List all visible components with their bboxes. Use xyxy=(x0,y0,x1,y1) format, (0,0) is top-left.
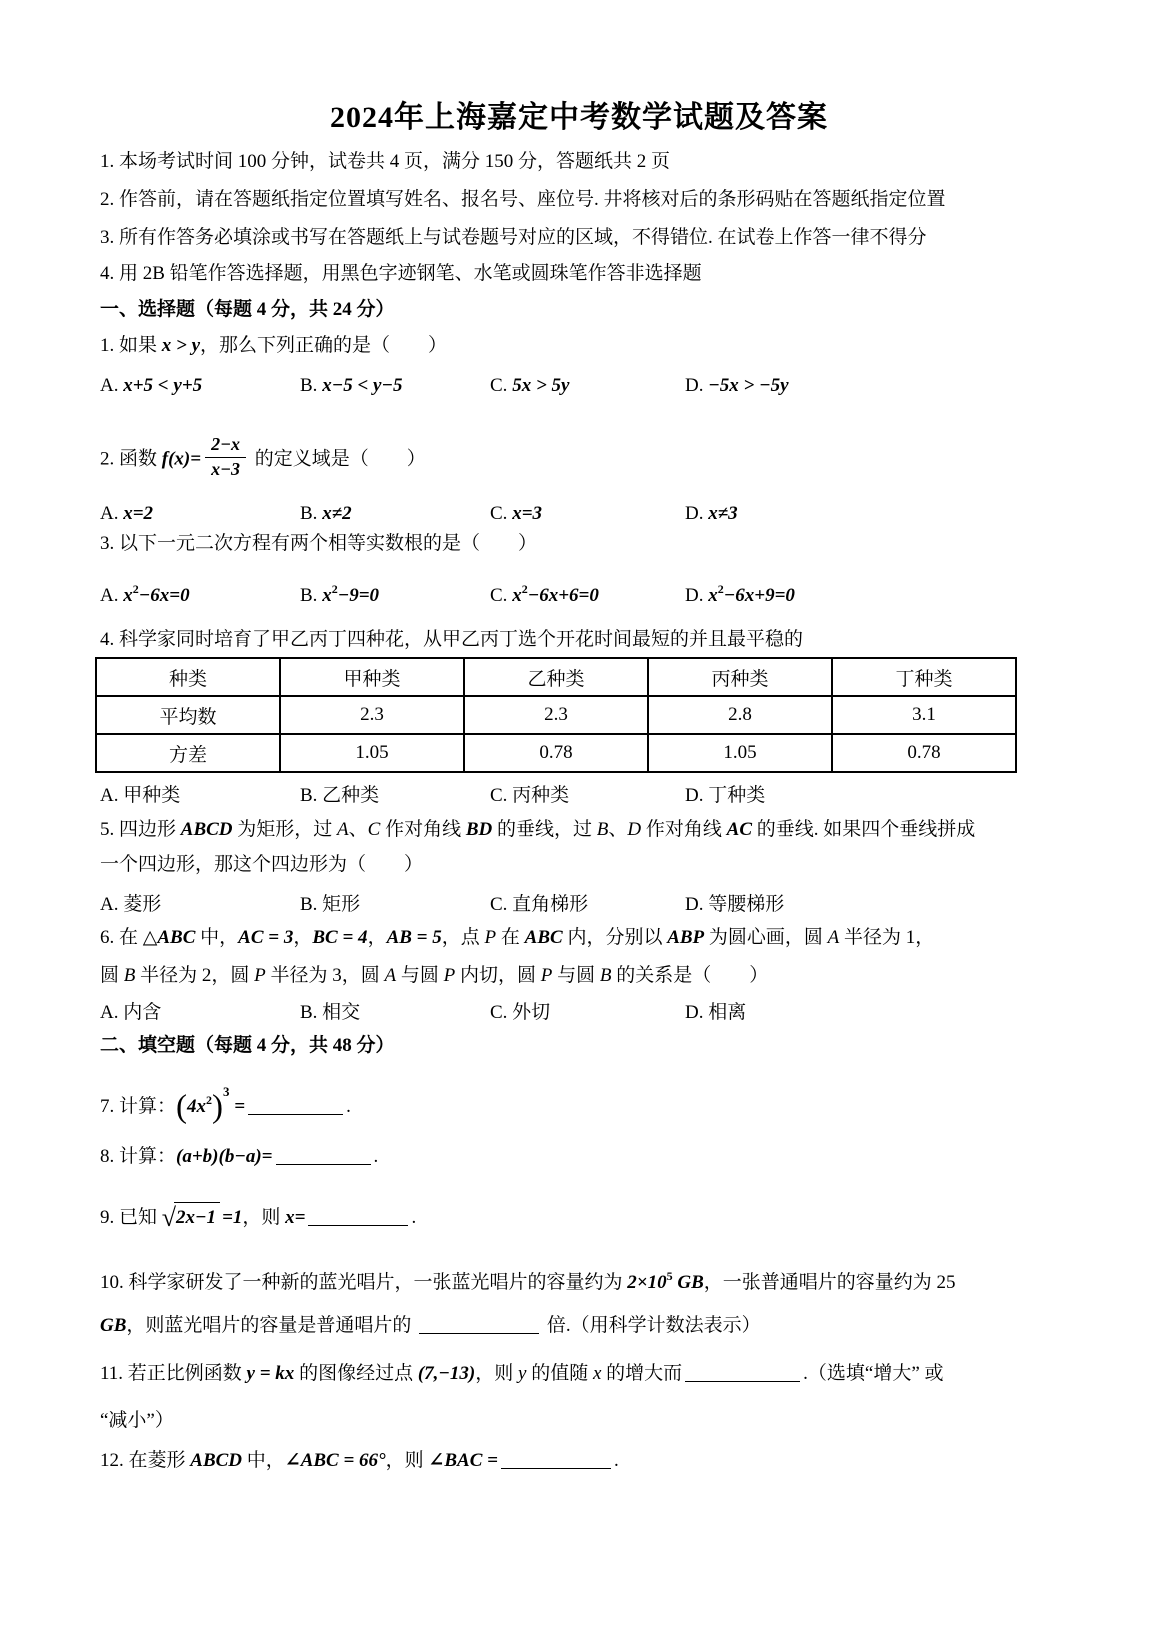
table-header-cell: 种类 xyxy=(96,658,280,696)
superscript: 2 xyxy=(132,582,139,596)
math-variable: y xyxy=(518,1363,527,1384)
option-2-d xyxy=(685,500,738,527)
option-4-a xyxy=(100,782,180,809)
text-run: 8. 计算： xyxy=(100,1146,177,1167)
text-run: D. 相离 xyxy=(685,1002,747,1023)
text-run: 2. 作答前，请在答题纸指定位置填写姓名、报名号、座位号. 井将核对后的条形码贴在答题纸指定位置 xyxy=(100,189,946,210)
question-8-stem xyxy=(100,1143,378,1170)
math-run: −6x+9=0 xyxy=(723,585,795,606)
question-3-stem xyxy=(100,530,537,557)
text-run: “减小”） xyxy=(100,1410,174,1431)
question-2-stem xyxy=(100,434,426,483)
text-run: C. xyxy=(490,375,513,396)
answer-blank-line xyxy=(501,1453,611,1469)
option-5-a xyxy=(100,891,161,918)
question-1-stem xyxy=(100,332,447,359)
text-run: C. 丙种类 xyxy=(490,785,570,806)
text-run: 的垂线，过 xyxy=(492,819,597,840)
text-run: 作对角线 xyxy=(641,819,727,840)
big-paren: ( xyxy=(176,1089,188,1125)
text-run: . xyxy=(373,1146,379,1167)
text-run: B. xyxy=(300,585,323,606)
sqrt-expression xyxy=(162,1202,220,1231)
math-run: GB xyxy=(100,1315,127,1336)
text-run: 的值随 xyxy=(526,1363,593,1384)
text-run: 与圆 xyxy=(396,965,444,986)
text-run: D. xyxy=(685,503,709,524)
text-run: A. xyxy=(100,585,124,606)
text-run: A. 菱形 xyxy=(100,894,162,915)
text-run: ，点 xyxy=(441,927,485,948)
math-run: x xyxy=(708,585,718,606)
math-run: =1 xyxy=(222,1207,243,1228)
question-6-stem-line-1 xyxy=(100,924,934,951)
text-run: ，一张普通唱片的容量约为 25 xyxy=(703,1272,956,1293)
table-header-cell: 甲种类 xyxy=(280,658,464,696)
fraction xyxy=(205,434,246,480)
superscript: 2 xyxy=(521,582,528,596)
text-run: 12. 在菱形 xyxy=(100,1450,191,1471)
math-variable: C xyxy=(367,819,381,840)
page-title: 2024年上海嘉定中考数学试题及答案 xyxy=(330,101,828,134)
question-9-stem xyxy=(100,1202,416,1231)
text-run: 11. 若正比例函数 xyxy=(100,1363,247,1384)
text-run: 5. 四边形 xyxy=(100,819,181,840)
table-header-cell: 乙种类 xyxy=(464,658,648,696)
option-1-b xyxy=(300,372,402,399)
table-row-label: 平均数 xyxy=(96,696,280,734)
math-run: f(x)= xyxy=(161,448,202,470)
text-run: D. xyxy=(685,375,709,396)
superscript: 5 xyxy=(666,1269,673,1283)
table-row-mean xyxy=(96,696,1016,734)
math-variable: B xyxy=(599,965,612,986)
math-run: x+5 < y+5 xyxy=(123,375,203,396)
math-variable: P xyxy=(484,927,497,948)
math-run: ∠ABC = 66° xyxy=(284,1450,386,1471)
answer-blank-line xyxy=(248,1099,343,1115)
math-run: GB xyxy=(672,1272,704,1293)
option-5-d xyxy=(685,891,784,918)
outer-exponent: 3 xyxy=(223,1084,230,1099)
option-3-a xyxy=(100,576,190,609)
table-cell: 1.05 xyxy=(648,734,832,772)
text-run: 的关系是（ ） xyxy=(611,965,769,986)
section-1-heading xyxy=(100,296,395,323)
text-run: ，则 xyxy=(385,1450,429,1471)
answer-blank-line xyxy=(308,1210,408,1226)
table-cell: 0.78 xyxy=(832,734,1016,772)
text-run: 2. 函数 xyxy=(100,448,162,470)
option-6-d xyxy=(685,999,746,1026)
text-run: A. 甲种类 xyxy=(100,785,181,806)
option-5-b xyxy=(300,891,360,918)
option-6-a xyxy=(100,999,161,1026)
math-run: x xyxy=(123,585,133,606)
section-2-heading xyxy=(100,1032,395,1059)
option-3-d xyxy=(685,576,795,609)
text-run: 半径为 2，圆 xyxy=(135,965,255,986)
table-row-label: 方差 xyxy=(96,734,280,772)
math-run: x=2 xyxy=(123,503,154,524)
text-run: B. 乙种类 xyxy=(300,785,380,806)
text-run: 3. 所有作答务必填涂或书写在答题纸上与试卷题号对应的区域，不得错位. 在试卷上作答一律不得分 xyxy=(100,227,927,248)
math-run: (a+b)(b−a)= xyxy=(176,1146,273,1167)
exam-note-1 xyxy=(100,148,670,175)
math-run: 4x xyxy=(187,1096,207,1117)
option-2-c xyxy=(490,500,542,527)
text-run: 内切，圆 xyxy=(455,965,541,986)
question-10-stem-line-2 xyxy=(100,1312,761,1339)
option-2-b xyxy=(300,500,352,527)
math-run: AC = 3 xyxy=(238,927,294,948)
answer-blank-line xyxy=(685,1366,800,1382)
text-run: B. xyxy=(300,375,323,396)
table-cell: 3.1 xyxy=(832,696,1016,734)
text-run: . xyxy=(411,1207,417,1228)
math-run: x= xyxy=(285,1207,306,1228)
text-run: 内，分别以 xyxy=(562,927,668,948)
math-run: x xyxy=(322,585,332,606)
text-run: 中， xyxy=(195,927,239,948)
question-12-stem xyxy=(100,1447,619,1474)
text-run: ，那么下列正确的是（ ） xyxy=(200,335,448,356)
text-run: D. 丁种类 xyxy=(685,785,766,806)
table-header-cell: 丙种类 xyxy=(648,658,832,696)
text-run: 4. 用 2B 铅笔作答选择题，用黑色字迹钢笔、水笔或圆珠笔作答非选择题 xyxy=(100,263,702,284)
question-11-stem-line-2 xyxy=(100,1407,174,1434)
superscript: 2 xyxy=(717,582,724,596)
text-run: C. xyxy=(490,585,513,606)
math-run: ABCD xyxy=(180,819,233,840)
option-3-c xyxy=(490,576,599,609)
text-run: B. 相交 xyxy=(300,1002,361,1023)
option-2-a xyxy=(100,500,153,527)
text-run: 7. 计算： xyxy=(100,1096,177,1117)
math-run: −5x > −5y xyxy=(708,375,789,396)
text-run: A. xyxy=(100,503,124,524)
answer-blank-line xyxy=(419,1318,539,1334)
text-run: 的图像经过点 xyxy=(294,1363,418,1384)
math-variable: B xyxy=(596,819,609,840)
text-run: ，则 xyxy=(242,1207,286,1228)
big-paren: ) xyxy=(212,1089,224,1125)
text-run: 的增大而 xyxy=(601,1363,683,1384)
text-run: A. 内含 xyxy=(100,1002,162,1023)
text-run: ， xyxy=(367,927,387,948)
exam-note-2 xyxy=(100,186,946,213)
text-run: C. xyxy=(490,503,513,524)
text-run: 、 xyxy=(348,819,368,840)
math-run: 2×10 xyxy=(627,1272,667,1293)
text-run: . xyxy=(613,1450,619,1471)
table-header-row xyxy=(96,658,1016,696)
text-run: . xyxy=(346,1096,351,1117)
table-cell: 2.8 xyxy=(648,696,832,734)
math-variable: A xyxy=(827,927,840,948)
text-run: 二、填空题（每题 4 分，共 48 分） xyxy=(100,1035,395,1056)
question-5-stem-line-1 xyxy=(100,816,975,843)
math-variable: A xyxy=(384,965,397,986)
math-run: 5x > 5y xyxy=(512,375,570,396)
text-run: .（选填“增大” 或 xyxy=(803,1363,944,1384)
table-row-variance xyxy=(96,734,1016,772)
option-5-c xyxy=(490,891,588,918)
flower-statistics-table xyxy=(95,657,1017,773)
text-run: 4. 科学家同时培育了甲乙丙丁四种花，从甲乙丙丁选个开花时间最短的并且最平稳的 xyxy=(100,629,804,650)
fraction-denominator: x−3 xyxy=(211,458,240,479)
math-variable: A xyxy=(337,819,349,840)
text-run: ，则 xyxy=(475,1363,519,1384)
table-cell: 2.3 xyxy=(280,696,464,734)
text-run: D. 等腰梯形 xyxy=(685,894,785,915)
option-3-b xyxy=(300,576,379,609)
text-run: 在 xyxy=(496,927,525,948)
option-1-d xyxy=(685,372,789,399)
text-run: 为矩形，过 xyxy=(232,819,338,840)
question-5-stem-line-2 xyxy=(100,851,423,878)
math-run: ABP xyxy=(667,927,705,948)
math-run: AB = 5 xyxy=(386,927,442,948)
option-6-b xyxy=(300,999,360,1026)
text-run: ， xyxy=(293,927,313,948)
math-run: −6x+6=0 xyxy=(527,585,599,606)
text-run: 半径为 3，圆 xyxy=(265,965,385,986)
math-run: −9=0 xyxy=(337,585,380,606)
math-variable: B xyxy=(123,965,136,986)
math-run: x≠2 xyxy=(322,503,352,524)
math-run: ABCD xyxy=(190,1450,243,1471)
table-header-cell: 丁种类 xyxy=(832,658,1016,696)
fraction-numerator: 2−x xyxy=(205,434,246,458)
math-run: (7,−13) xyxy=(417,1363,476,1384)
text-run: 6. 在 xyxy=(100,927,143,948)
superscript: 2 xyxy=(331,582,338,596)
text-run: B. xyxy=(300,503,323,524)
math-run: ABC xyxy=(524,927,563,948)
question-10-stem-line-1 xyxy=(100,1263,956,1296)
text-run: 作对角线 xyxy=(380,819,466,840)
question-7-stem xyxy=(100,1078,351,1124)
text-run: ，则蓝光唱片的容量是普通唱片的 xyxy=(126,1315,417,1336)
text-run: B. 矩形 xyxy=(300,894,361,915)
exam-note-4 xyxy=(100,260,702,287)
text-run: 为圆心画，圆 xyxy=(704,927,828,948)
text-run: 1. 本场考试时间 100 分钟，试卷共 4 页，满分 150 分，答题纸共 2 页 xyxy=(100,151,671,172)
math-variable: D xyxy=(627,819,642,840)
math-run: AC xyxy=(726,819,753,840)
answer-blank-line xyxy=(276,1149,371,1165)
question-11-stem-line-1 xyxy=(100,1360,944,1387)
math-variable: P xyxy=(254,965,266,986)
text-run: 一个四边形，那这个四边形为（ ） xyxy=(100,854,424,875)
text-run: A. xyxy=(100,375,124,396)
math-run: x≠3 xyxy=(708,503,738,524)
exam-note-3 xyxy=(100,224,927,251)
math-run: BC = 4 xyxy=(312,927,368,948)
math-run: x=3 xyxy=(512,503,543,524)
option-1-a xyxy=(100,372,202,399)
text-run: 一、选择题（每题 4 分，共 24 分） xyxy=(100,299,395,320)
text-run: 圆 xyxy=(100,965,124,986)
superscript: 2 xyxy=(206,1093,213,1107)
option-4-d xyxy=(685,782,765,809)
math-run: y = kx xyxy=(246,1363,295,1384)
text-run: 中， xyxy=(242,1450,285,1471)
math-run: x xyxy=(512,585,522,606)
text-run: 9. 已知 xyxy=(100,1207,162,1228)
table-cell: 1.05 xyxy=(280,734,464,772)
text-run: 的定义域是（ ） xyxy=(250,448,426,470)
text-run: D. xyxy=(685,585,709,606)
text-run: C. 直角梯形 xyxy=(490,894,589,915)
math-run: x−5 < y−5 xyxy=(322,375,403,396)
text-run: 10. 科学家研发了一种新的蓝光唱片，一张蓝光唱片的容量约为 xyxy=(100,1272,628,1293)
option-4-c xyxy=(490,782,569,809)
radicand: 2x−1 xyxy=(174,1202,220,1231)
math-run: △ABC xyxy=(142,927,196,948)
option-4-b xyxy=(300,782,379,809)
math-variable: P xyxy=(540,965,553,986)
math-variable: P xyxy=(443,965,456,986)
text-run: 3. 以下一元二次方程有两个相等实数根的是（ ） xyxy=(100,533,538,554)
text-run: 、 xyxy=(608,819,628,840)
math-run: = xyxy=(229,1096,246,1117)
text-run: 倍.（用科学计数法表示） xyxy=(542,1315,761,1336)
table-cell: 0.78 xyxy=(464,734,648,772)
math-run: −6x=0 xyxy=(138,585,190,606)
option-1-c xyxy=(490,372,569,399)
text-run: C. 外切 xyxy=(490,1002,551,1023)
text-run: 与圆 xyxy=(552,965,600,986)
text-run: 半径为 1， xyxy=(839,927,935,948)
math-run: x > y xyxy=(161,335,201,356)
text-run: 1. 如果 xyxy=(100,335,162,356)
math-variable: x xyxy=(592,1363,602,1384)
text-run: 的垂线. 如果四个垂线拼成 xyxy=(752,819,976,840)
math-run: ∠BAC = xyxy=(428,1450,498,1471)
option-6-c xyxy=(490,999,550,1026)
radical-sign-icon: √ xyxy=(161,1203,177,1232)
question-4-stem xyxy=(100,626,803,653)
question-6-stem-line-2 xyxy=(100,962,768,989)
table-cell: 2.3 xyxy=(464,696,648,734)
math-run: BD xyxy=(465,819,493,840)
